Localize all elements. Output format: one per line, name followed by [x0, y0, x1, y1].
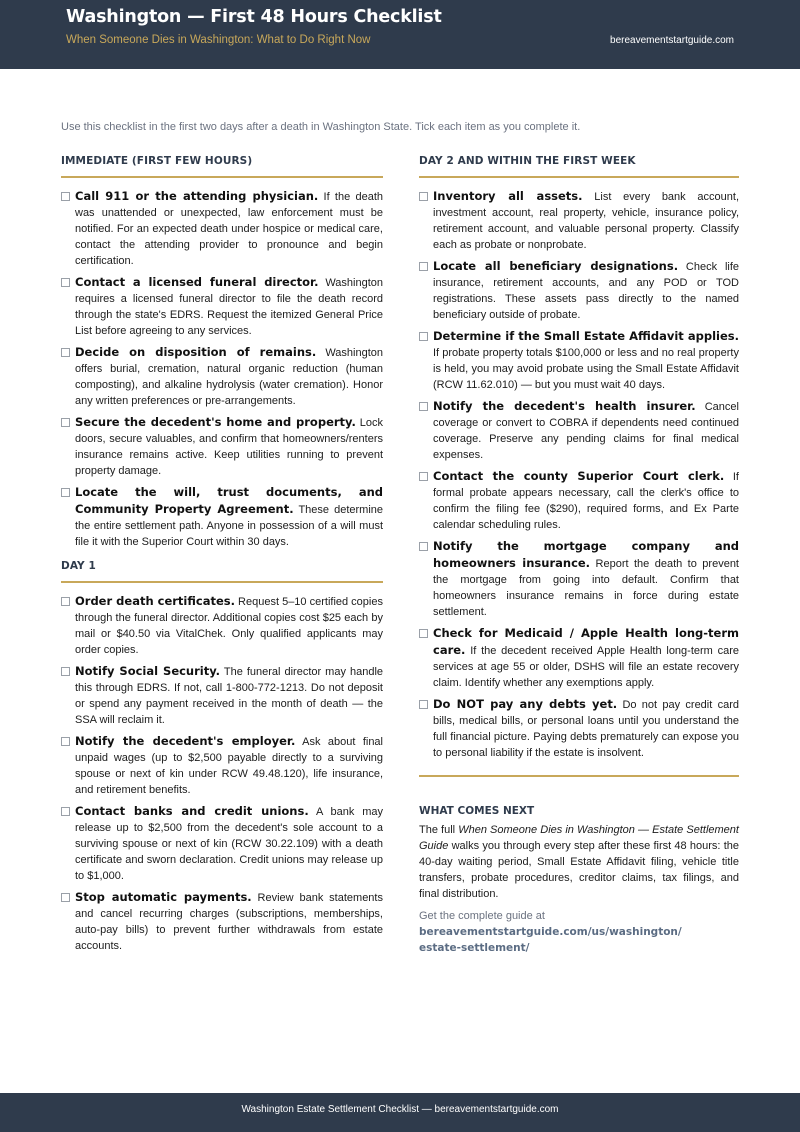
- checkbox[interactable]: [419, 542, 428, 551]
- checklist-item: [419, 538, 739, 620]
- checklist-item: [419, 398, 739, 463]
- checklist-item-title: Secure the decedent's home and property.: [75, 415, 356, 429]
- checklist-item-text: Report the death to prevent the mortgage from going into default. Confirm that homeowners insurance remains in force during estate settlement.: [433, 558, 739, 618]
- checkbox[interactable]: [61, 192, 70, 201]
- checklist-item: [61, 733, 383, 798]
- checkbox[interactable]: [419, 402, 428, 411]
- page-header: [0, 0, 800, 69]
- checklist-item: [61, 344, 383, 409]
- checklist-item-text: The funeral director may handle this through EDRS. If not, call 1-800-772-1213. Do not deposit or spend any payment received in the month of death — the SSA will reclaim it.: [75, 666, 384, 726]
- checklist-item-text: If the decedent received Apple Health long-term care services at age 55 or older, DSHS will file an estate recovery claim. Identify whether any exemptions apply.: [433, 645, 739, 689]
- checkbox[interactable]: [419, 332, 428, 341]
- checklist-item-title: Locate all beneficiary designations.: [433, 259, 679, 273]
- checklist-item-text: Do not pay credit card bills, medical bills, or personal loans until you understand the full financial picture. Paying debts prematurely can expose you to personal liability if the estate is insolvent.: [433, 699, 739, 759]
- checklist-item-text: A bank may release up to $2,500 from the decedent's sole account to a surviving spouse or next of kin (RCW 30.22.109) with a death certificate and sworn declaration. Credit unions may release up to $1,000.: [75, 806, 384, 882]
- intro-text: Use this checklist in the first two days after a death in Washington State. Tick each item as you complete it.: [61, 121, 581, 133]
- checkbox[interactable]: [419, 700, 428, 709]
- checklist-item-text: Cancel coverage or convert to COBRA if dependents need continued coverage. Preserve any pending claims for final medical expenses.: [433, 401, 739, 461]
- checklist-immediate: [61, 188, 383, 550]
- guide-title: When Someone Dies in Washington — Estate Settlement Guide: [419, 824, 739, 852]
- checkbox[interactable]: [61, 807, 70, 816]
- checkbox[interactable]: [61, 488, 70, 497]
- page-subtitle: When Someone Dies in Washington: What to Do Right Now: [66, 34, 371, 46]
- guide-link-line1[interactable]: bereavementstartguide.com/us/washington/: [419, 926, 682, 938]
- page-title: Washington — First 48 Hours Checklist: [66, 7, 442, 27]
- checkbox[interactable]: [419, 629, 428, 638]
- checklist-item-title: Contact a licensed funeral director.: [75, 275, 319, 289]
- checklist-item-title: Determine if the Small Estate Affidavit applies.: [433, 329, 739, 343]
- checklist-item-title: Contact banks and credit unions.: [75, 804, 309, 818]
- whats-next-text: [419, 822, 739, 902]
- guide-link[interactable]: [419, 924, 739, 956]
- page-footer: Washington Estate Settlement Checklist — bereavementstartguide.com: [0, 1093, 800, 1132]
- checklist-item-title: Locate the will, trust documents, and Community Property Agreement.: [75, 485, 383, 516]
- header-site: bereavementstartguide.com: [610, 35, 734, 46]
- checklist-item-title: Notify the mortgage company and homeowners insurance.: [433, 539, 739, 570]
- checklist-item: [61, 593, 383, 658]
- checklist-item-title: Inventory all assets.: [433, 189, 583, 203]
- checklist-day2: [419, 188, 739, 761]
- checklist-item-title: Notify the decedent's health insurer.: [433, 399, 696, 413]
- checklist-item-title: Notify the decedent's employer.: [75, 734, 296, 748]
- checkbox[interactable]: [61, 737, 70, 746]
- whats-next-heading: WHAT COMES NEXT: [419, 805, 535, 817]
- guide-link-line2[interactable]: estate-settlement/: [419, 942, 530, 954]
- checklist-day1: [61, 593, 383, 954]
- checklist-item: [61, 188, 383, 269]
- checkbox[interactable]: [61, 348, 70, 357]
- checklist-item: [61, 484, 383, 550]
- checklist-item: [419, 625, 739, 691]
- checklist-item-title: Order death certificates.: [75, 594, 235, 608]
- checklist-item-text: Check life insurance, retirement accounts, and any POD or TOD registrations. These assets pass directly to the named beneficiary outside of probate.: [433, 261, 739, 321]
- checklist-item-text: These determine the entire settlement path. Anyone in possession of a will must file it with the Superior Court within 30 days.: [75, 504, 384, 548]
- checklist-item: [61, 414, 383, 479]
- checklist-item-text: Ask about final unpaid wages (up to $2,500 payable directly to a surviving spouse or next of kin under RCW 49.48.120), life insurance, and retirement benefits.: [75, 736, 383, 796]
- whats-next-text-before: The full: [419, 824, 459, 836]
- checklist-item: [61, 663, 383, 728]
- guide-link-label: Get the complete guide at: [419, 910, 545, 922]
- checkbox[interactable]: [61, 597, 70, 606]
- right-column: [419, 155, 739, 956]
- checklist-item-title: Check for Medicaid / Apple Health long-term care.: [433, 626, 739, 657]
- checkbox[interactable]: [419, 192, 428, 201]
- checklist-item-text: Lock doors, secure valuables, and confirm that homeowners/renters insurance remains active. Keep utilities running to prevent property damage.: [75, 417, 384, 477]
- whats-next-text-after: walks you through every step after these first 48 hours: the 40-day waiting period, Small Estate Affidavit filing, vehicle title transfers, probate procedures, creditor claims, tax filings, and final distribution.: [419, 840, 739, 900]
- checklist-item-title: Decide on disposition of remains.: [75, 345, 317, 359]
- section-heading-day1: DAY 1: [61, 560, 383, 583]
- checkbox[interactable]: [61, 278, 70, 287]
- checkbox[interactable]: [419, 262, 428, 271]
- checklist-item-text: If probate property totals $100,000 or less and no real property is held, you may avoid probate using the Small Estate Affidavit (RCW 11.62.010) — but you must wait 40 days.: [433, 347, 739, 391]
- checklist-item-title: Do NOT pay any debts yet.: [433, 697, 618, 711]
- checklist-item-text: Washington requires a licensed funeral director to file the death record through the state's EDRS. Request the itemized General Price List before agreeing to any services.: [75, 277, 383, 337]
- checklist-item-text: Review bank statements and cancel recurring charges (subscriptions, memberships, auto-pay bills) to prevent further withdrawals from estate accounts.: [75, 892, 383, 952]
- checkbox[interactable]: [61, 893, 70, 902]
- checklist-item: [61, 803, 383, 884]
- checklist-item: [419, 328, 739, 393]
- checklist-item-text: If the death was unattended or unexpected, law enforcement must be notified. For an expected death under hospice or medical care, contact the attending provider to pronounce and begin certification.: [75, 191, 383, 267]
- checklist-item: [61, 889, 383, 954]
- checklist-item-title: Call 911 or the attending physician.: [75, 189, 319, 203]
- checkbox[interactable]: [61, 418, 70, 427]
- checklist-item-text: List every bank account, investment account, real property, vehicle, insurance policy, retirement account, and valuable personal property. Classify each as probate or nonprobate.: [433, 191, 740, 251]
- section-heading-day2: DAY 2 AND WITHIN THE FIRST WEEK: [419, 155, 739, 178]
- checklist-item-title: Stop automatic payments.: [75, 890, 252, 904]
- checklist-item: [61, 274, 383, 339]
- checklist-item: [419, 696, 739, 761]
- checkbox[interactable]: [419, 472, 428, 481]
- checklist-item-text: Washington offers burial, cremation, natural organic reduction (human composting), and alkaline hydrolysis (water cremation). Honor any written preferences or pre-arrangements.: [75, 347, 383, 407]
- checklist-item-text: If formal probate appears necessary, call the clerk's office to confirm the filing fee ($290), required forms, and Ex Parte calendar scheduling rules.: [433, 471, 739, 531]
- section-heading-immediate: IMMEDIATE (FIRST FEW HOURS): [61, 155, 383, 178]
- left-column: [61, 155, 383, 959]
- checklist-item: [419, 468, 739, 533]
- checklist-item-text: Request 5–10 certified copies through the funeral director. Additional copies cost $25 each by mail or $40.50 via VitalChek. Only qualified applicants may order copies.: [75, 596, 383, 656]
- checklist-item: [419, 188, 739, 253]
- checkbox[interactable]: [61, 667, 70, 676]
- checklist-item: [419, 258, 739, 323]
- section-divider: [419, 775, 739, 777]
- checklist-item-title: Contact the county Superior Court clerk.: [433, 469, 725, 483]
- checklist-item-title: Notify Social Security.: [75, 664, 221, 678]
